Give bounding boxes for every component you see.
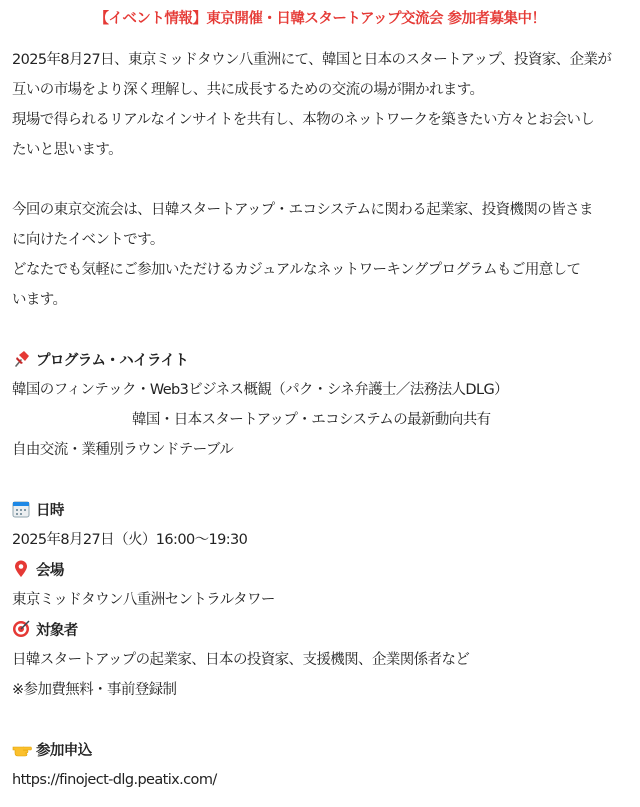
intro-line: 現場で得られるリアルなインサイトを共有し、本物のネットワークを築きたい方々とお会いし [12, 112, 595, 128]
about-line: に向けたイベントです。 [12, 232, 164, 248]
apply-heading-text: 参加申込 [36, 743, 92, 759]
audience-heading-text: 対象者 [36, 623, 78, 639]
fee-note: ※参加費無料・事前登録制 [12, 682, 177, 698]
program-item: 韓国のフィンテック・Web3ビジネス概観（パク・シネ弁護士／法務法人DLG） [12, 382, 508, 398]
datetime-heading-text: 日時 [36, 503, 64, 519]
venue-value: 東京ミッドタウン八重洲セントラルタワー [12, 592, 275, 608]
calendar-icon [12, 500, 32, 518]
program-item: 韓国・日本スタートアップ・エコシステムの最新動向共有 [132, 412, 491, 428]
apply-link[interactable]: https://finoject-dlg.peatix.com/ [12, 772, 217, 788]
target-icon [12, 620, 32, 638]
pointing-hand-icon [12, 740, 32, 758]
headline: 【イベント情報】東京開催・日韓スタートアップ交流会 参加者募集中！ [94, 11, 546, 27]
program-heading-text: プログラム・ハイライト [36, 353, 189, 369]
apply-heading [12, 740, 637, 761]
about-line: 今回の東京交流会は、日韓スタートアップ・エコシステムに関わる起業家、投資機関の皆さま [12, 202, 593, 218]
location-pin-icon [12, 560, 32, 578]
about-line: どなたでも気軽にご参加いただけるカジュアルなネットワーキングプログラムもご用意して [12, 262, 581, 278]
audience-value: 日韓スタートアップの起業家、日本の投資家、支援機関、企業関係者など [12, 652, 470, 668]
intro-line: 互いの市場をより深く理解し、共に成長するための交流の場が開かれます。 [12, 82, 484, 98]
intro-line: たいと思います。 [12, 142, 123, 158]
pushpin-icon [12, 350, 32, 368]
intro-line: 2025年8月27日、東京ミッドタウン八重洲にて、韓国と日本のスタートアップ、投資家、企業が [12, 52, 612, 68]
program-item: 自由交流・業種別ラウンドテーブル [12, 442, 234, 458]
about-line: います。 [12, 292, 67, 308]
venue-heading [12, 560, 637, 581]
datetime-value: 2025年8月27日（火）16:00〜19:30 [12, 532, 248, 548]
audience-heading [12, 620, 637, 641]
datetime-heading [12, 500, 637, 521]
program-heading [12, 350, 637, 371]
venue-heading-text: 会場 [36, 563, 64, 579]
